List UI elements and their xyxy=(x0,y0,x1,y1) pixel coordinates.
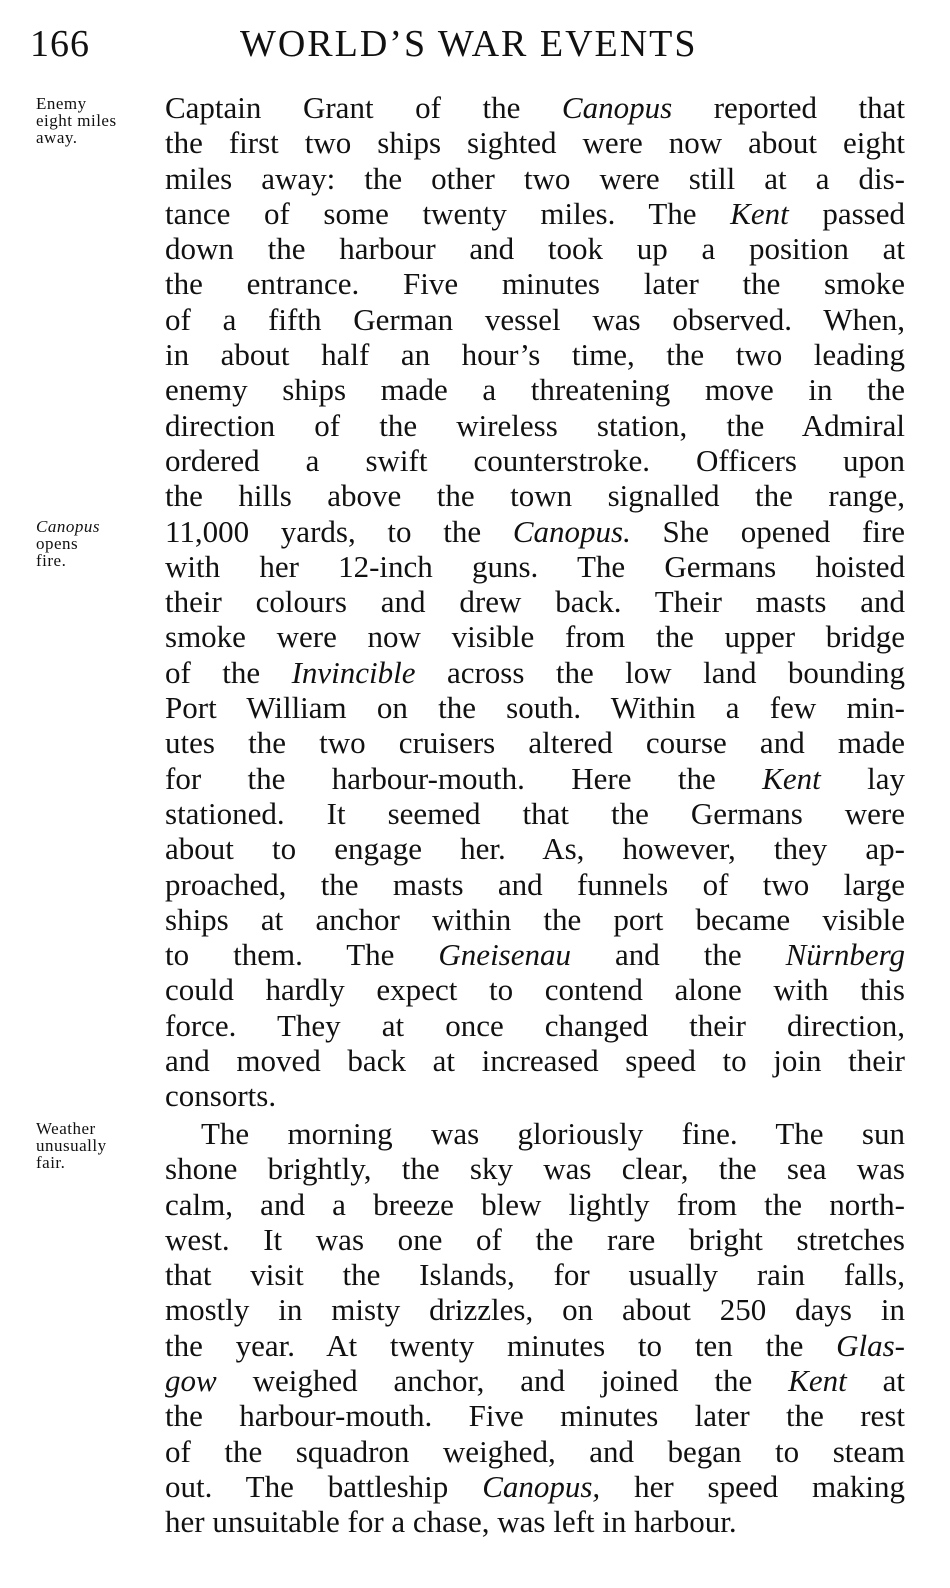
margin-note-line: eight miles xyxy=(36,111,117,130)
text-run: force. They at once changed their direction, xyxy=(165,1007,905,1043)
margin-note-weather xyxy=(36,1120,166,1171)
text-line xyxy=(165,408,905,443)
text-run: their colours and drew back. Their masts and xyxy=(165,584,905,620)
text-run: and moved back at increased speed to join their xyxy=(165,1043,905,1079)
text-run: enemy ships made a threatening move in the xyxy=(165,372,905,408)
text-run: at xyxy=(846,1363,905,1399)
text-line xyxy=(165,1363,905,1398)
italic-name: Canopus xyxy=(561,90,673,125)
text-line xyxy=(165,1328,905,1363)
text-line xyxy=(165,161,905,196)
text-line xyxy=(165,90,905,125)
margin-note-line: fire. xyxy=(36,551,67,570)
text-run: Port William on the south. Within a few min- xyxy=(165,690,905,726)
margin-note-line: Weather xyxy=(36,1119,96,1138)
text-run: ships at anchor within the port became visible xyxy=(165,901,905,937)
italic-name: Nürnberg xyxy=(785,937,905,973)
text-run: the harbour-mouth. Five minutes later the rest xyxy=(165,1398,905,1434)
text-run: utes the two cruisers altered course and made xyxy=(165,725,905,761)
text-run: for the harbour-mouth. Here the xyxy=(165,760,763,796)
text-line xyxy=(165,937,905,972)
text-run: consorts. xyxy=(165,1078,277,1114)
margin-note-canopus xyxy=(36,518,166,569)
italic-name: Invincible xyxy=(291,654,416,690)
text-run: Captain Grant of the xyxy=(165,90,562,125)
paragraph-engagement xyxy=(165,90,905,1114)
text-line xyxy=(165,478,905,513)
text-run: tance of some twenty miles. The xyxy=(165,195,731,231)
text-line xyxy=(165,1257,905,1292)
italic-name: Gneisenau xyxy=(438,937,572,973)
text-line xyxy=(165,655,905,690)
text-run: with her 12-inch guns. The Germans hoisted xyxy=(165,548,905,584)
text-run: lay xyxy=(820,760,905,796)
text-line xyxy=(165,1043,905,1078)
text-run: weighed anchor, and joined the xyxy=(216,1363,789,1399)
text-run: her unsuitable for a chase, was left in harbour. xyxy=(165,1504,737,1540)
text-run: The morning was gloriously fine. The sun xyxy=(201,1116,905,1151)
text-line xyxy=(165,302,905,337)
text-run: the hills above the town signalled the range, xyxy=(165,478,905,514)
text-run: and the xyxy=(571,937,786,973)
text-run: stationed. It seemed that the Germans were xyxy=(165,795,905,831)
text-run: She opened fire xyxy=(630,513,905,549)
text-run: across the low land bounding xyxy=(415,654,905,690)
text-line xyxy=(165,1292,905,1327)
text-line xyxy=(165,1222,905,1257)
page-header xyxy=(30,22,910,70)
text-line xyxy=(165,443,905,478)
text-line xyxy=(165,1469,905,1504)
text-run: her speed making xyxy=(600,1468,905,1504)
text-line xyxy=(165,1116,905,1151)
text-run: calm, and a breeze blew lightly from the north- xyxy=(165,1186,905,1222)
italic-name: Glas- xyxy=(836,1327,905,1363)
text-line xyxy=(165,619,905,654)
text-run: the year. At twenty minutes to ten the xyxy=(165,1327,837,1363)
running-title: WORLD’S WAR EVENTS xyxy=(240,23,698,65)
margin-note-enemy xyxy=(36,95,166,146)
text-line xyxy=(165,514,905,549)
margin-note-line: unusually xyxy=(36,1136,107,1155)
italic-name: Canopus. xyxy=(512,513,631,549)
page-number: 166 xyxy=(30,23,90,65)
text-run: about to engage her. As, however, they ap- xyxy=(165,831,905,867)
italic-name: Kent xyxy=(730,195,789,231)
paragraph-weather xyxy=(165,1116,905,1540)
text-run: west. It was one of the rare bright stretches xyxy=(165,1221,905,1257)
text-line xyxy=(165,266,905,301)
text-line xyxy=(165,972,905,1007)
margin-note-line: opens xyxy=(36,534,79,553)
margin-note-line: Canopus xyxy=(36,517,100,536)
text-line xyxy=(165,125,905,160)
text-run: of a fifth German vessel was observed. When, xyxy=(165,301,905,337)
italic-name: gow xyxy=(165,1363,217,1399)
italic-name: Kent xyxy=(762,760,821,796)
text-line xyxy=(165,690,905,725)
text-run: could hardly expect to contend alone with this xyxy=(165,972,905,1008)
text-line xyxy=(165,902,905,937)
text-line xyxy=(165,584,905,619)
italic-name: Kent xyxy=(788,1363,847,1399)
text-line xyxy=(165,796,905,831)
text-line xyxy=(165,1078,905,1113)
text-run: down the harbour and took up a position at xyxy=(165,231,905,267)
text-run: that visit the Islands, for usually rain falls, xyxy=(165,1257,905,1293)
text-line xyxy=(165,1187,905,1222)
text-line xyxy=(165,867,905,902)
text-line xyxy=(165,1434,905,1469)
text-run: in about half an hour’s time, the two leading xyxy=(165,337,905,373)
margin-note-line: away. xyxy=(36,128,78,147)
margin-note-line: fair. xyxy=(36,1153,66,1172)
text-line xyxy=(165,761,905,796)
text-line xyxy=(165,196,905,231)
text-line xyxy=(165,1398,905,1433)
text-line xyxy=(165,831,905,866)
text-run: the entrance. Five minutes later the smoke xyxy=(165,266,905,302)
text-run: shone brightly, the sky was clear, the sea was xyxy=(165,1151,905,1187)
text-run: direction of the wireless station, the Admiral xyxy=(165,407,905,443)
text-run: the first two ships sighted were now about eight xyxy=(165,125,905,161)
text-run: 11,000 yards, to the xyxy=(165,513,513,549)
margin-note-line: Enemy xyxy=(36,94,87,113)
italic-name: Canopus, xyxy=(482,1468,601,1504)
text-line xyxy=(165,549,905,584)
text-run: miles away: the other two were still at a dis- xyxy=(165,160,905,196)
text-line xyxy=(165,1151,905,1186)
text-run: ordered a swift counterstroke. Officers upon xyxy=(165,442,905,478)
text-run: of the squadron weighed, and began to steam xyxy=(165,1433,905,1469)
text-line xyxy=(165,725,905,760)
text-run: proached, the masts and funnels of two large xyxy=(165,866,905,902)
text-run: mostly in misty drizzles, on about 250 days in xyxy=(165,1292,905,1328)
text-run: to them. The xyxy=(165,937,439,973)
text-run: smoke were now visible from the upper bridge xyxy=(165,619,905,655)
text-line xyxy=(165,1008,905,1043)
text-run: out. The battleship xyxy=(165,1468,483,1504)
text-run: passed xyxy=(788,195,905,231)
text-line xyxy=(165,372,905,407)
text-run: of the xyxy=(165,654,292,690)
text-line xyxy=(165,231,905,266)
text-line xyxy=(165,1504,905,1539)
text-run: reported that xyxy=(672,90,905,125)
text-line xyxy=(165,337,905,372)
